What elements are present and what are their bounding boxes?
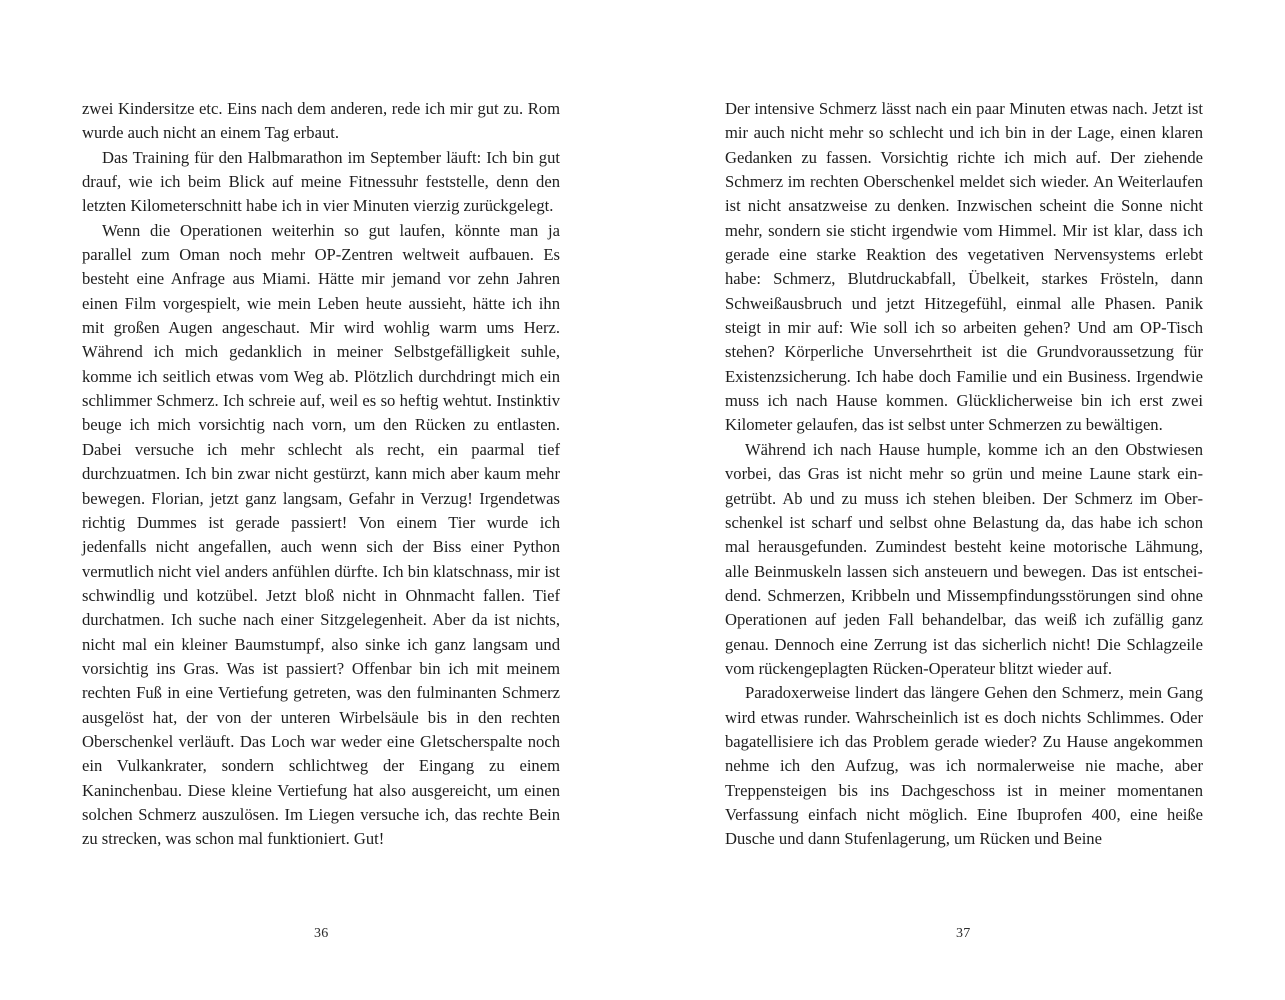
left-page-text [82, 97, 560, 852]
right-page-text [725, 97, 1203, 852]
paragraph: Wenn die Operationen weiterhin so gut laufen, könnte man ja parallel zum Oman noch mehr OP-Zentren weltweit aufbauen. Es besteht eine Anfrage aus Miami. Hätte mir jemand vor zehn Jahren einen Film vorgespielt, wie mein Leben heute aussieht, hätte ich ihn mit großen Augen angeschaut. Mir wird wohlig warm ums Herz. Während ich mich gedanklich in meiner Selbstgefälligkeit suhle, komme ich seitlich etwas vom Weg ab. Plötzlich durchdringt mich ein schlimmer Schmerz. Ich schreie auf, weil es so heftig wehtut. Instinktiv beuge ich mich vorsichtig nach vorn, um den Rücken zu entlasten. Dabei versuche ich mehr schlecht als recht, ein paarmal tief durchzuatmen. Ich bin zwar nicht gestürzt, kann mich aber kaum mehr bewegen. Florian, jetzt ganz langsam, Gefahr in Verzug! Irgendetwas richtig Dummes ist gerade passiert! Von einem Tier wurde ich jedenfalls nicht angefallen, auch wenn sich der Biss einer Python vermutlich nicht viel anders anfühlen dürfte. Ich bin klatschnass, mir ist schwindlig und kotzübel. Jetzt bloß nicht in Ohnmacht fallen. Tief durchatmen. Ich suche nach einer Sitzgelegenheit. Aber da ist nichts, nicht mal ein kleiner Baumstumpf, also sinke ich ganz langsam und vorsichtig ins Gras. Was ist passiert? Offenbar bin ich mit meinem rechten Fuß in eine Vertiefung getreten, was den fulminanten Schmerz ausgelöst hat, der von der unteren Wirbelsäule bis in den rechten Oberschenkel verläuft. Das Loch war weder eine Gletscherspalte noch ein Vulkankrater, sondern schlichtweg der Eingang zu einem Kaninchenbau. Diese kleine Vertiefung hat also ausgereicht, um einen solchen Schmerz auszulösen. Im Liegen versuche ich, das rechte Bein zu strecken, was schon mal funktioniert. Gut! [82, 220, 560, 849]
page-number-left: 36 [314, 926, 329, 941]
right-page [725, 97, 1203, 897]
paragraph: Während ich nach Hause humple, komme ich an den Obstwiesen vorbei, das Gras ist nicht mehr so grün und meine Laune stark eingetrübt. Ab und zu muss ich stehen bleiben. Der Schmerz im Oberschenkel ist scharf und selbst ohne Belastung da, das habe ich schon mal herausgefunden. Zumindest besteht keine motorische Lähmung, alle Beinmuskeln lassen sich ansteuern und bewegen. Das ist entscheidend. Schmerzen, Kribbeln und Missempfindungsstörungen sind ohne Operationen auf jeden Fall behandelbar, das weiß ich zufällig ganz genau. Dennoch eine Zerrung ist das sicherlich nicht! Die Schlagzeile vom rückengeplagten Rücken-Operateur blitzt wieder auf. [725, 439, 1203, 678]
paragraph: Paradoxerweise lindert das längere Gehen den Schmerz, mein Gang wird etwas runder. Wahrscheinlich ist es doch nichts Schlimmes. Oder bagatellisiere ich das Problem gerade wieder? Zu Hause angekommen nehme ich den Aufzug, was ich normalerweise nie mache, aber Treppensteigen bis ins Dachgeschoss ist in meiner momentanen Verfassung einfach nicht möglich. Eine Ibuprofen 400, eine heiße Dusche und dann Stufenlagerung, um Rücken und Beine [725, 683, 1203, 849]
page-number-right: 37 [956, 926, 971, 941]
paragraph: Der intensive Schmerz lässt nach ein paar Minuten etwas nach. Jetzt ist mir auch nicht mehr so schlecht und ich bin in der Lage, einen klaren Gedanken zu fassen. Vorsichtig richte ich mich auf. Der ziehende Schmerz im rechten Oberschenkel meldet sich wieder. An Weiterlaufen ist nicht ansatzweise zu denken. Inzwischen scheint die Sonne nicht mehr, sondern sie sticht irgendwie vom Himmel. Mir ist klar, dass ich gerade eine starke Reaktion des vegetativen Nervensystems erlebt habe: Schmerz, Blutdruckabfall, Übelkeit, starkes Frösteln, dann Schweißausbruch und jetzt Hitzegefühl, einmal alle Phasen. Panik steigt in mir auf: Wie soll ich so arbeiten gehen? Und am OP-Tisch stehen? Körperliche Unversehrtheit ist die Grundvoraussetzung für Existenzsicherung. Ich habe doch Familie und ein Business. Irgendwie muss ich nach Hause kommen. Glücklicherweise bin ich erst zwei Kilometer gelaufen, das ist selbst unter Schmerzen zu bewältigen. [725, 99, 1203, 435]
paragraph: Das Training für den Halbmarathon im September läuft: Ich bin gut drauf, wie ich beim Blick auf meine Fitnessuhr feststelle, denn den letzten Kilometerschnitt habe ich in vier Minuten vierzig zurückgelegt. [82, 147, 560, 216]
paragraph: zwei Kindersitze etc. Eins nach dem anderen, rede ich mir gut zu. Rom wurde auch nicht an einem Tag erbaut. [82, 99, 560, 143]
left-page [82, 97, 560, 897]
